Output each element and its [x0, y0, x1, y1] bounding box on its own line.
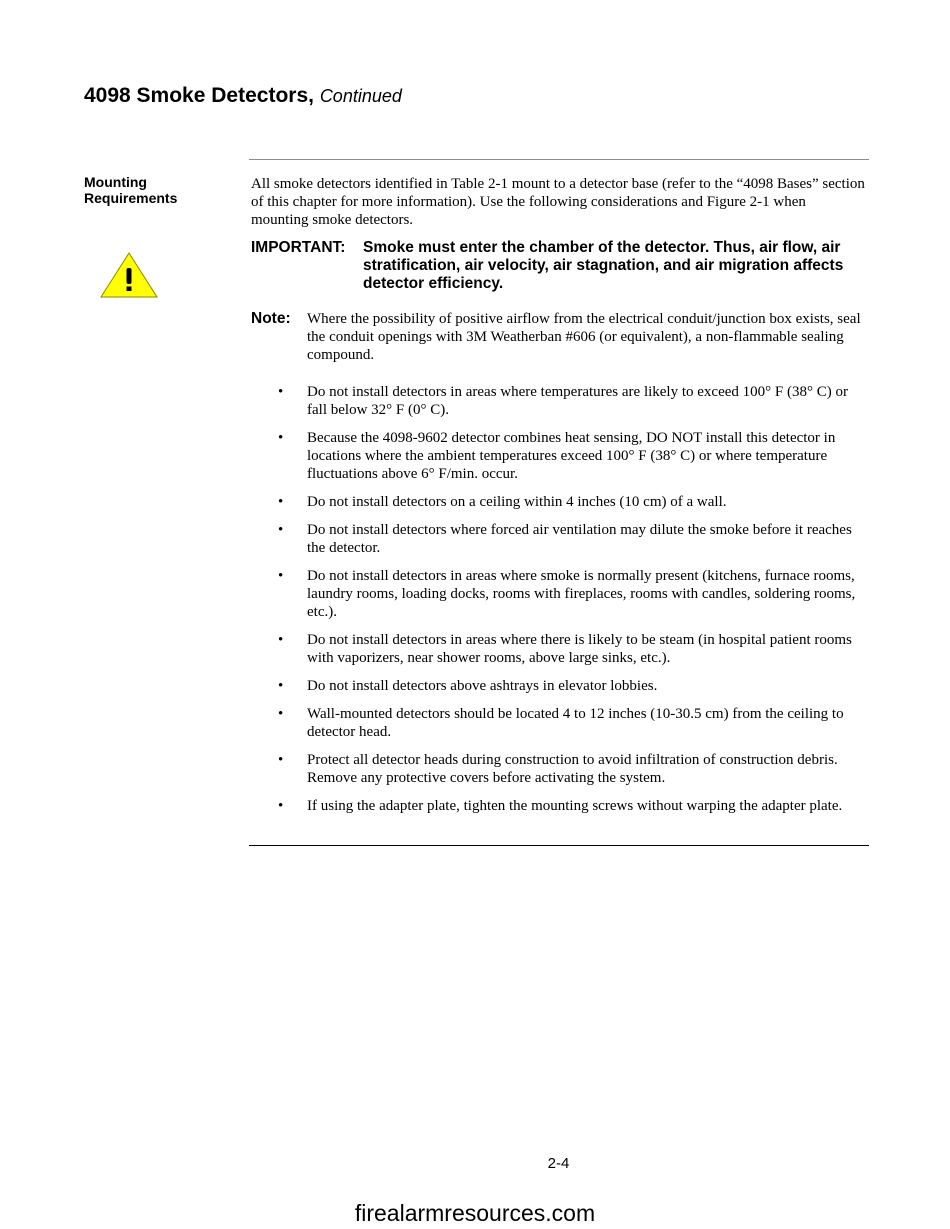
page-number: 2-4 — [547, 1155, 570, 1172]
warning-triangle-icon — [99, 251, 159, 299]
list-item: • Because the 4098-9602 detector combines heat sensing, DO NOT install this detector in locations where the ambient temperatures exceed 100° F (38° C) or where temperature fluctuations above 6° F/min. occur. — [251, 429, 867, 483]
list-item: • Do not install detectors in areas where there is likely to be steam (in hospital patient rooms with vaporizers, near shower rooms, above large sinks, etc.). — [251, 631, 867, 667]
section-content — [251, 175, 867, 825]
note-callout — [251, 310, 867, 364]
list-item: • Do not install detectors where forced air ventilation may dilute the smoke before it reaches the detector. — [251, 521, 867, 557]
list-item: • Wall-mounted detectors should be located 4 to 12 inches (10-30.5 cm) from the ceiling to detector head. — [251, 705, 867, 741]
list-item: • Do not install detectors on a ceiling within 4 inches (10 cm) of a wall. — [251, 493, 867, 511]
section-heading: Mounting Requirements — [84, 174, 178, 206]
page-title — [84, 84, 402, 108]
list-item: • If using the adapter plate, tighten the mounting screws without warping the adapter plate. — [251, 797, 867, 815]
bottom-divider — [249, 845, 869, 846]
important-text: Smoke must enter the chamber of the detector. Thus, air flow, air stratification, air velocity, air stagnation, and air migration affects detector efficiency. — [363, 239, 844, 292]
intro-paragraph: All smoke detectors identified in Table 2-1 mount to a detector base (refer to the “4098 Bases” section of this chapter for more information). Use the following considerations and Figure 2-1 when mounting smoke detectors. — [251, 176, 865, 228]
list-item: • Do not install detectors in areas where smoke is normally present (kitchens, furnace rooms, laundry rooms, loading docks, rooms with fireplaces, rooms with candles, soldering rooms, etc.). — [251, 567, 867, 621]
warning-exclamation-bar — [127, 268, 132, 284]
top-divider — [249, 159, 869, 160]
warning-exclamation-dot — [127, 287, 132, 292]
note-label: Note: — [251, 310, 291, 327]
requirements-list — [251, 383, 867, 815]
important-callout — [251, 239, 867, 293]
page-title-continued: Continued — [319, 86, 402, 106]
footer-site: firealarmresources.com — [354, 1200, 596, 1226]
list-item: • Do not install detectors above ashtrays in elevator lobbies. — [251, 677, 867, 695]
note-text: Where the possibility of positive airflow from the electrical conduit/junction box exists, seal the conduit openings with 3M Weatherban #606 (or equivalent), a non-flammable sealing compound. — [307, 311, 861, 363]
list-item: • Do not install detectors in areas where temperatures are likely to exceed 100° F (38° C) or fall below 32° F (0° C). — [251, 383, 867, 419]
important-label: IMPORTANT: — [251, 239, 346, 256]
list-item: • Protect all detector heads during construction to avoid infiltration of construction debris. Remove any protective covers before activating the system. — [251, 751, 867, 787]
page-title-main: 4098 Smoke Detectors, — [84, 84, 314, 107]
